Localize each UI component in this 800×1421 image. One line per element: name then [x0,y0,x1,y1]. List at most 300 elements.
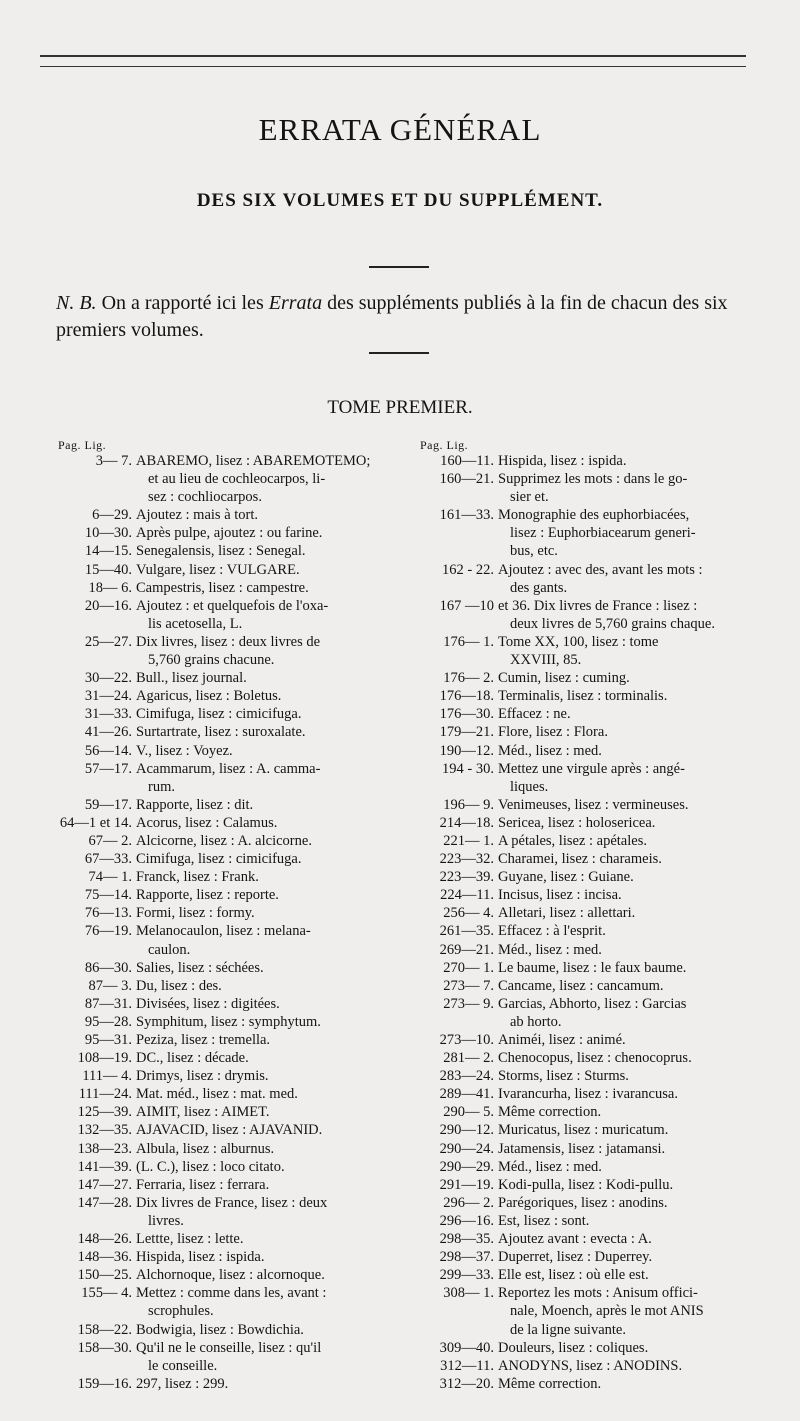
page-line-ref: 76—19. [84,923,132,940]
page-line-ref: 298—35. [439,1231,494,1248]
errata-entry [58,1321,398,1339]
errata-entry [58,850,398,868]
errata-entry [58,723,398,741]
correction-text [498,1375,760,1393]
correction-line: Peziza, lisez : tremella. [136,1032,271,1048]
correction-line: Dix livres, lisez : deux livres de [136,633,321,650]
page-line-ref: 289—41. [439,1086,494,1103]
correction-line: A pétales, lisez : apétales. [498,832,647,849]
correction-text [136,796,398,814]
correction-text [498,1067,760,1085]
errata-column-left [58,438,398,1393]
correction-line: Effacez : ne. [498,706,571,723]
correction-text [498,687,760,705]
page-line-ref: 6—29. [92,507,132,524]
page-line-ref: 67—33. [84,851,132,868]
errata-entry [420,1266,760,1284]
errata-entry [58,1375,398,1393]
page-line-ref: 291—19. [439,1176,494,1193]
correction-line: (L. C.), lisez : loco citato. [136,1158,285,1175]
correction-line: Rapporte, lisez : reporte. [136,887,279,904]
errata-entry [58,868,398,886]
errata-entry [420,796,760,814]
page-line-ref: 161—33. [439,507,494,524]
correction-line: Guyane, lisez : Guiane. [498,869,634,886]
correction-text [136,579,398,597]
errata-entry [58,524,398,542]
correction-line: Parégoriques, lisez : anodins. [498,1194,668,1211]
page-line-ref: 57—17. [84,760,132,777]
errata-entry [58,1284,398,1320]
page-line-ref: 312—11. [440,1357,494,1374]
correction-continuation: 5,760 grains chacune. [148,652,275,669]
correction-text [136,850,398,868]
correction-line: Cancame, lisez : cancamum. [498,977,664,994]
errata-entry [420,1176,760,1194]
correction-text [136,1321,398,1339]
errata-entry [58,597,398,633]
correction-text [498,742,760,760]
correction-line: Charamei, lisez : charameis. [498,851,662,868]
errata-entry [420,977,760,995]
correction-line: Mat. méd., lisez : mat. med. [136,1086,298,1103]
page-line-ref: 308— 1. [443,1285,494,1302]
correction-text [498,1176,760,1194]
errata-entry [420,760,760,796]
correction-text [498,723,760,741]
correction-line: Ivarancurha, lisez : ivarancusa. [498,1086,678,1103]
correction-line: Méd., lisez : med. [498,941,602,958]
page-line-ref: 59—17. [84,796,132,813]
correction-text [136,1013,398,1031]
correction-line: et 36. Dix livres de France : lisez : [498,597,698,614]
correction-text [498,1140,760,1158]
correction-line: Reportez les mots : Anisum offici- [498,1285,698,1302]
errata-entry [58,633,398,669]
page-line-ref: 296—16. [439,1212,494,1229]
correction-text [498,1212,760,1230]
correction-text [498,1266,760,1284]
correction-text [498,561,760,597]
correction-line: Animéi, lisez : animé. [498,1032,626,1048]
nota-bene [56,290,756,344]
correction-text [498,1049,760,1067]
page-line-ref: 283—24. [439,1068,494,1085]
page-line-ref: 194 - 30. [442,760,494,777]
correction-line: Est, lisez : sont. [498,1212,590,1229]
errata-entry [58,561,398,579]
correction-text [136,742,398,760]
page-line-ref: 223—39. [439,869,494,886]
correction-line: Vulgare, lisez : VULGARE. [136,561,300,578]
correction-text [136,1085,398,1103]
correction-text [136,561,398,579]
page-line-ref: 196— 9. [443,796,494,813]
correction-continuation: sier et. [510,489,549,506]
correction-line: Lettte, lisez : lette. [136,1231,244,1248]
correction-line: Drimys, lisez : drymis. [136,1068,269,1085]
correction-line: ABAREMO, lisez : ABAREMOTEMO; [136,453,371,469]
page-line-ref: 176— 2. [443,670,494,687]
errata-entry [420,1339,760,1357]
correction-text [498,904,760,922]
column-header: Pag. Lig. [58,438,107,452]
page-line-ref: 273— 7. [443,977,494,994]
page-line-ref: 290—24. [439,1140,494,1157]
correction-text [498,832,760,850]
page-line-ref: 147—28. [77,1194,132,1211]
correction-text [498,1031,760,1049]
errata-entry [420,1140,760,1158]
page-line-ref: 256— 4. [443,905,494,922]
errata-entry [58,1067,398,1085]
correction-line: Senegalensis, lisez : Senegal. [136,543,306,560]
page-line-ref: 158—22. [77,1321,132,1338]
correction-line: Méd., lisez : med. [498,742,602,759]
page-line-ref: 75—14. [84,887,132,904]
errata-entry [58,1103,398,1121]
correction-text [498,1230,760,1248]
correction-text [136,922,398,958]
errata-entry [58,687,398,705]
page-line-ref: 95—31. [84,1032,132,1048]
correction-text [498,597,760,633]
page-line-ref: 179—21. [439,724,494,741]
errata-entry [58,742,398,760]
correction-line: Divisées, lisez : digitées. [136,995,280,1012]
page-line-ref: 261—35. [439,923,494,940]
errata-entry [58,1013,398,1031]
errata-column-right [420,438,760,1393]
errata-entry [58,452,398,506]
correction-line: Même correction. [498,1375,602,1392]
correction-text [136,452,398,506]
correction-line: Albula, lisez : alburnus. [136,1140,275,1157]
errata-entry [58,1339,398,1375]
correction-continuation: scrophules. [148,1303,214,1320]
correction-text [136,506,398,524]
correction-continuation: et au lieu de cochleocarpos, li- [148,471,326,488]
errata-entry [58,1176,398,1194]
correction-text [136,814,398,832]
correction-line: Campestris, lisez : campestre. [136,579,309,596]
correction-text [136,1194,398,1230]
correction-line: DC., lisez : décade. [136,1050,249,1067]
errata-entry [58,1248,398,1266]
errata-entry [58,1031,398,1049]
errata-entry [420,1049,760,1067]
page-line-ref: 150—25. [77,1267,132,1284]
page-line-ref: 160—11. [440,453,494,469]
correction-line: Hispida, lisez : ispida. [498,453,627,469]
errata-entry [420,1357,760,1375]
page-line-ref: 20—16. [84,597,132,614]
correction-text [136,832,398,850]
correction-line: Qu'il ne le conseille, lisez : qu'il [136,1339,322,1356]
page-line-ref: 270— 1. [443,959,494,976]
errata-entry [420,723,760,741]
page-line-ref: 176—18. [439,688,494,705]
correction-line: Duperret, lisez : Duperrey. [498,1249,653,1266]
header-double-rule [40,55,746,67]
correction-text [498,868,760,886]
page-line-ref: 299—33. [439,1267,494,1284]
correction-line: Ajoutez : avec des, avant les mots : [498,561,703,578]
page-line-ref: 14—15. [84,543,132,560]
correction-line: Ajoutez : et quelquefois de l'oxa- [136,597,329,614]
errata-entry [420,1158,760,1176]
correction-text [498,1339,760,1357]
page-line-ref: 41—26. [84,724,132,741]
page-line-ref: 273—10. [439,1032,494,1048]
correction-text [136,1284,398,1320]
correction-text [136,723,398,741]
errata-entry [420,1375,760,1393]
correction-line: Hispida, lisez : ispida. [136,1249,265,1266]
correction-text [136,904,398,922]
correction-line: Le baume, lisez : le faux baume. [498,959,687,976]
correction-continuation: bus, etc. [510,543,558,560]
correction-continuation: liques. [510,778,549,795]
errata-entry [420,832,760,850]
errata-entry [58,1121,398,1139]
errata-entry [420,1194,760,1212]
correction-line: Supprimez les mots : dans le go- [498,471,688,488]
page-line-ref: 3— 7. [95,453,132,469]
correction-line: Acorus, lisez : Calamus. [136,814,278,831]
correction-text [136,524,398,542]
page-line-ref: 87— 3. [88,977,132,994]
correction-text [498,814,760,832]
page-line-ref: 290—29. [439,1158,494,1175]
correction-text [136,687,398,705]
correction-text [136,633,398,669]
correction-text [498,1103,760,1121]
correction-continuation: caulon. [148,941,191,958]
correction-text [498,633,760,669]
errata-entry [58,1085,398,1103]
page-line-ref: 312—20. [439,1375,494,1392]
correction-text [498,1121,760,1139]
correction-text [498,995,760,1031]
errata-entry [420,1085,760,1103]
nb-text-1: On a rapporté ici les [101,292,269,314]
correction-text [136,977,398,995]
errata-entry [420,959,760,977]
errata-entry [58,579,398,597]
correction-line: Garcias, Abhorto, lisez : Garcias [498,995,687,1012]
correction-text [498,760,760,796]
correction-line: Elle est, lisez : où elle est. [498,1267,649,1284]
page-line-ref: 15—40. [84,561,132,578]
correction-text [498,1248,760,1266]
correction-line: V., lisez : Voyez. [136,742,233,759]
page-line-ref: 10—30. [84,525,132,542]
errata-entry [420,904,760,922]
correction-line: Cumin, lisez : cuming. [498,670,630,687]
errata-entry [58,959,398,977]
correction-line: Dix livres de France, lisez : deux [136,1194,328,1211]
page-line-ref: 298—37. [439,1249,494,1266]
column-header: Pag. Lig. [420,438,469,452]
errata-entry [420,705,760,723]
correction-line: Sericea, lisez : holosericea. [498,814,656,831]
correction-line: Agaricus, lisez : Boletus. [136,688,282,705]
correction-line: Bodwigia, lisez : Bowdichia. [136,1321,304,1338]
page-line-ref: 25—27. [84,633,132,650]
page-line-ref: 108—19. [77,1050,132,1067]
correction-continuation: rum. [148,778,175,795]
page-line-ref: 76—13. [84,905,132,922]
page-line-ref: 148—26. [77,1231,132,1248]
errata-entry [58,669,398,687]
page-line-ref: 67— 2. [88,832,132,849]
errata-entry [420,1230,760,1248]
correction-line: Flore, lisez : Flora. [498,724,608,741]
correction-text [136,959,398,977]
errata-entry [420,995,760,1031]
page-line-ref: 281— 2. [443,1050,494,1067]
page-line-ref: 125—39. [77,1104,132,1121]
correction-text [136,1049,398,1067]
correction-text [136,1103,398,1121]
errata-entry [58,1158,398,1176]
errata-entry [420,1248,760,1266]
correction-text [136,597,398,633]
correction-line: Du, lisez : des. [136,977,222,994]
errata-entry [420,1284,760,1338]
page-line-ref: 95—28. [84,1013,132,1030]
correction-line: Monographie des euphorbiacées, [498,507,690,524]
errata-entry [420,868,760,886]
correction-line: Alcicorne, lisez : A. alcicorne. [136,832,312,849]
correction-line: Formi, lisez : formy. [136,905,255,922]
correction-continuation: livres. [148,1212,184,1229]
errata-entry [58,506,398,524]
correction-line: Mettez : comme dans les, avant : [136,1285,327,1302]
errata-entry [58,886,398,904]
page-line-ref: 223—32. [439,851,494,868]
correction-line: AJAVACID, lisez : AJAVANID. [136,1122,323,1139]
page-line-ref: 273— 9. [443,995,494,1012]
correction-text [136,705,398,723]
correction-text [498,506,760,560]
correction-line: Muricatus, lisez : muricatum. [498,1122,669,1139]
errata-entry [420,597,760,633]
correction-text [498,470,760,506]
page-line-ref: 224—11. [440,887,494,904]
errata-entry [420,1212,760,1230]
correction-line: Salies, lisez : séchées. [136,959,264,976]
correction-line: Franck, lisez : Frank. [136,869,259,886]
errata-entry [420,1031,760,1049]
page-line-ref: 111—24. [78,1086,132,1103]
correction-line: Ajoutez avant : evecta : A. [498,1231,652,1248]
correction-text [498,1284,760,1338]
correction-line: Méd., lisez : med. [498,1158,602,1175]
page-line-ref: 138—23. [77,1140,132,1157]
nb-label: N. B. [56,292,97,314]
page-line-ref: 74— 1. [88,869,132,886]
correction-text [498,705,760,723]
page-line-ref: 309—40. [439,1339,494,1356]
page-line-ref: 132—35. [77,1122,132,1139]
correction-line: Terminalis, lisez : torminalis. [498,688,668,705]
correction-line: Ajoutez : mais à tort. [136,507,259,524]
page-line-ref: 290—12. [439,1122,494,1139]
correction-line: Storms, lisez : Sturms. [498,1068,629,1085]
page-line-ref: 176— 1. [443,633,494,650]
correction-line: Douleurs, lisez : coliques. [498,1339,649,1356]
page-line-ref: 290— 5. [443,1104,494,1121]
correction-line: Mettez une virgule après : angé- [498,760,685,777]
page-title: ERRATA GÉNÉRAL [258,112,542,147]
page-line-ref: 56—14. [84,742,132,759]
correction-text [136,886,398,904]
correction-text [136,1140,398,1158]
correction-text [136,542,398,560]
correction-text [136,1067,398,1085]
page-line-ref: 155— 4. [81,1285,132,1302]
divider [369,352,429,354]
correction-text [136,995,398,1013]
errata-entry [420,1103,760,1121]
errata-entry [58,995,398,1013]
correction-line: Symphitum, lisez : symphytum. [136,1013,321,1030]
correction-text [498,1085,760,1103]
page-line-ref: 190—12. [439,742,494,759]
correction-text [136,1339,398,1375]
errata-entry [420,941,760,959]
page-line-ref: 162 - 22. [442,561,494,578]
page-line-ref: 176—30. [439,706,494,723]
errata-entry [420,452,760,470]
correction-continuation: le conseille. [148,1357,218,1374]
section-heading: TOME PREMIER. [327,397,473,418]
errata-entry [58,1140,398,1158]
correction-line: Incisus, lisez : incisa. [498,887,622,904]
correction-line: Ferraria, lisez : ferrara. [136,1176,270,1193]
correction-line: Venimeuses, lisez : vermineuses. [498,796,689,813]
correction-continuation: sez : cochliocarpos. [148,489,262,506]
page-line-ref: 31—24. [84,688,132,705]
correction-text [498,796,760,814]
page-line-ref: 141—39. [77,1158,132,1175]
correction-text [136,1230,398,1248]
errata-entry [58,922,398,958]
correction-continuation: nale, Moench, après le mot ANIS [510,1303,704,1320]
correction-text [498,886,760,904]
errata-entry [58,542,398,560]
correction-text [136,1266,398,1284]
correction-line: Kodi-pulla, lisez : Kodi-pullu. [498,1176,674,1193]
correction-line: ANODYNS, lisez : ANODINS. [498,1357,683,1374]
correction-line: AIMIT, lisez : AIMET. [136,1104,270,1121]
correction-line: Surtartrate, lisez : suroxalate. [136,724,306,741]
correction-continuation: XXVIII, 85. [510,652,582,669]
correction-text [498,850,760,868]
correction-text [136,1375,398,1393]
correction-text [498,669,760,687]
correction-continuation: deux livres de 5,760 grains chaque. [510,615,715,632]
correction-line: Alchornoque, lisez : alcornoque. [136,1267,325,1284]
correction-text [498,977,760,995]
page-line-ref: 221— 1. [443,832,494,849]
errata-entry [420,886,760,904]
page-subtitle: DES SIX VOLUMES ET DU SUPPLÉMENT. [196,190,604,211]
errata-entry [420,850,760,868]
errata-entry [420,561,760,597]
